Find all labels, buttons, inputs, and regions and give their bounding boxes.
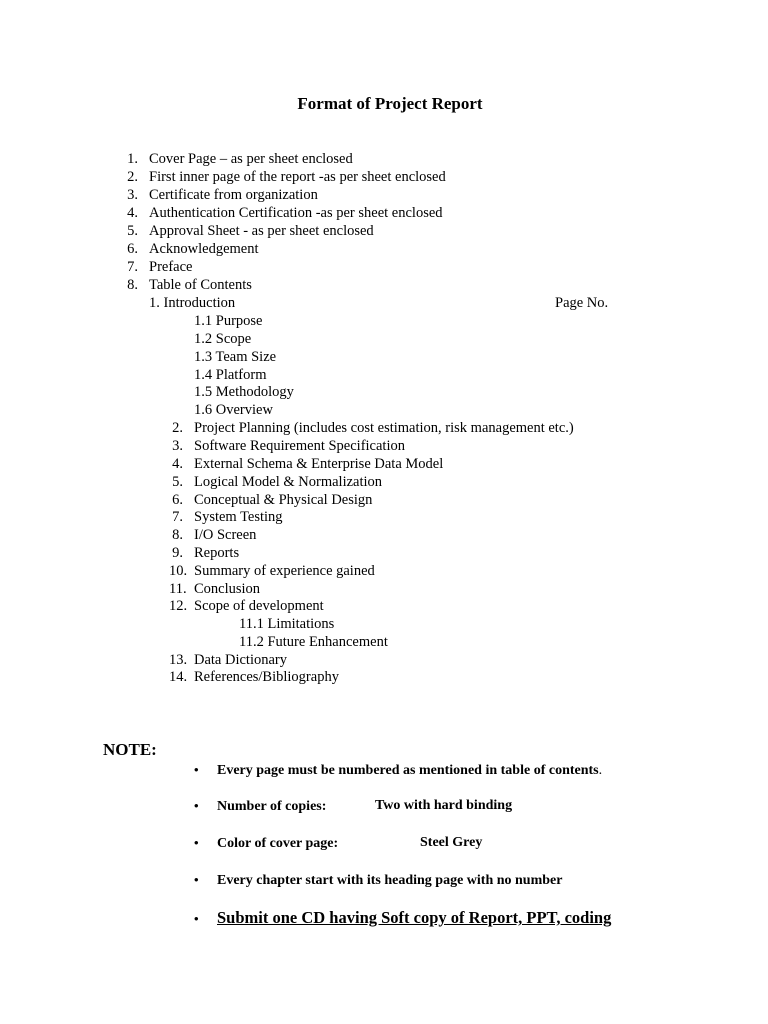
toc-subsection: 11.2 Future Enhancement bbox=[239, 634, 388, 650]
toc-chapter bbox=[169, 562, 375, 580]
chapter-title: Conclusion bbox=[194, 581, 261, 597]
chapter-title: Data Dictionary bbox=[194, 652, 288, 668]
chapter-title: Logical Model & Normalization bbox=[194, 474, 383, 490]
chapter-number: 8. bbox=[172, 527, 183, 543]
item-number: 2. bbox=[127, 169, 138, 185]
chapter-number: 3. bbox=[172, 438, 183, 454]
toc-subsection: 1.1 Purpose bbox=[194, 313, 263, 329]
toc-chapter bbox=[169, 437, 405, 455]
bullet-icon: • bbox=[194, 798, 199, 813]
chapter-number: 4. bbox=[172, 456, 183, 472]
toc-subsection: 11.1 Limitations bbox=[239, 616, 335, 632]
toc-subsection: 1.5 Methodology bbox=[194, 384, 294, 400]
item-text: Table of Contents bbox=[149, 277, 252, 293]
list-item bbox=[124, 276, 252, 294]
item-number: 7. bbox=[127, 259, 138, 275]
toc-chapter bbox=[169, 668, 339, 686]
chapter-title: Reports bbox=[194, 545, 240, 561]
item-text: Approval Sheet - as per sheet enclosed bbox=[149, 223, 374, 239]
chapter-title: Scope of development bbox=[194, 598, 324, 614]
toc-chapter bbox=[169, 597, 324, 615]
document-title: Format of Project Report bbox=[297, 94, 483, 113]
item-text: Authentication Certification -as per sheet enclosed bbox=[149, 205, 443, 221]
chapter-number: 12. bbox=[169, 598, 188, 614]
item-text: First inner page of the report -as per sheet enclosed bbox=[149, 169, 446, 185]
toc-chapter bbox=[169, 491, 372, 509]
chapter-number: 11. bbox=[169, 581, 187, 597]
chapter-number: 2. bbox=[172, 420, 183, 436]
chapter-number: 5. bbox=[172, 474, 183, 490]
bullet-icon: • bbox=[194, 911, 199, 926]
note-text: Every chapter start with its heading page with no number bbox=[217, 873, 563, 888]
list-item bbox=[124, 204, 443, 222]
item-number: 5. bbox=[127, 223, 138, 239]
chapter-number: 9. bbox=[172, 545, 183, 561]
note-text-tail: . bbox=[598, 763, 603, 778]
toc-chapter bbox=[169, 580, 260, 598]
item-text: Preface bbox=[149, 259, 193, 275]
chapter-title: Project Planning (includes cost estimation, risk management etc.) bbox=[194, 420, 574, 436]
note-heading: NOTE: bbox=[103, 740, 157, 759]
item-text: Cover Page – as per sheet enclosed bbox=[149, 151, 353, 167]
list-item bbox=[124, 258, 192, 276]
chapter-title: Conceptual & Physical Design bbox=[194, 492, 373, 508]
bullet-icon: • bbox=[194, 762, 199, 777]
toc-page-no-label: Page No. bbox=[555, 295, 609, 311]
note-bullet bbox=[194, 835, 483, 852]
toc-chapter bbox=[169, 651, 287, 669]
toc-chapter bbox=[169, 473, 382, 491]
toc-subsection: 1.2 Scope bbox=[194, 331, 252, 347]
note-bullet bbox=[194, 798, 513, 815]
toc-chapter bbox=[169, 508, 283, 526]
toc-subsection: 1.3 Team Size bbox=[194, 349, 277, 365]
list-item bbox=[124, 222, 374, 240]
chapter-title: External Schema & Enterprise Data Model bbox=[194, 456, 444, 472]
toc-chapter bbox=[169, 526, 256, 544]
bullet-icon: • bbox=[194, 835, 199, 850]
item-number: 1. bbox=[127, 151, 138, 167]
item-number: 6. bbox=[127, 241, 138, 257]
bullet-icon: • bbox=[194, 872, 199, 887]
note-label: Number of copies: bbox=[217, 799, 327, 814]
chapter-number: 7. bbox=[172, 509, 183, 525]
chapter-title: I/O Screen bbox=[194, 527, 257, 543]
note-label: Color of cover page: bbox=[217, 836, 339, 851]
item-number: 8. bbox=[127, 277, 138, 293]
list-item bbox=[124, 240, 259, 258]
list-item bbox=[124, 168, 446, 186]
chapter-number: 6. bbox=[172, 492, 183, 508]
chapter-number: 10. bbox=[169, 563, 188, 579]
chapter-number: 13. bbox=[169, 652, 188, 668]
list-item bbox=[124, 186, 318, 204]
toc-introduction: 1. Introduction bbox=[149, 295, 236, 311]
chapter-title: System Testing bbox=[194, 509, 283, 525]
toc-subsection: 1.4 Platform bbox=[194, 367, 267, 383]
toc-chapter bbox=[169, 455, 443, 473]
toc-subsection: 1.6 Overview bbox=[194, 402, 273, 418]
toc-chapter bbox=[169, 419, 574, 437]
item-number: 4. bbox=[127, 205, 138, 221]
note-bullet bbox=[194, 872, 562, 889]
note-bullet bbox=[194, 762, 602, 779]
chapter-title: References/Bibliography bbox=[194, 669, 339, 685]
note-value: Two with hard binding bbox=[375, 798, 513, 813]
note-bullet bbox=[194, 908, 611, 928]
note-text: Every page must be numbered as mentioned in table of contents bbox=[217, 763, 599, 778]
item-text: Acknowledgement bbox=[149, 241, 259, 257]
item-number: 3. bbox=[127, 187, 138, 203]
chapter-number: 14. bbox=[169, 669, 188, 685]
chapter-title: Summary of experience gained bbox=[194, 563, 375, 579]
note-value: Steel Grey bbox=[420, 835, 483, 850]
list-item bbox=[124, 150, 353, 168]
chapter-title: Software Requirement Specification bbox=[194, 438, 405, 454]
toc-chapter bbox=[169, 544, 239, 562]
note-text: Submit one CD having Soft copy of Report, PPT, coding bbox=[217, 908, 612, 927]
item-text: Certificate from organization bbox=[149, 187, 318, 203]
